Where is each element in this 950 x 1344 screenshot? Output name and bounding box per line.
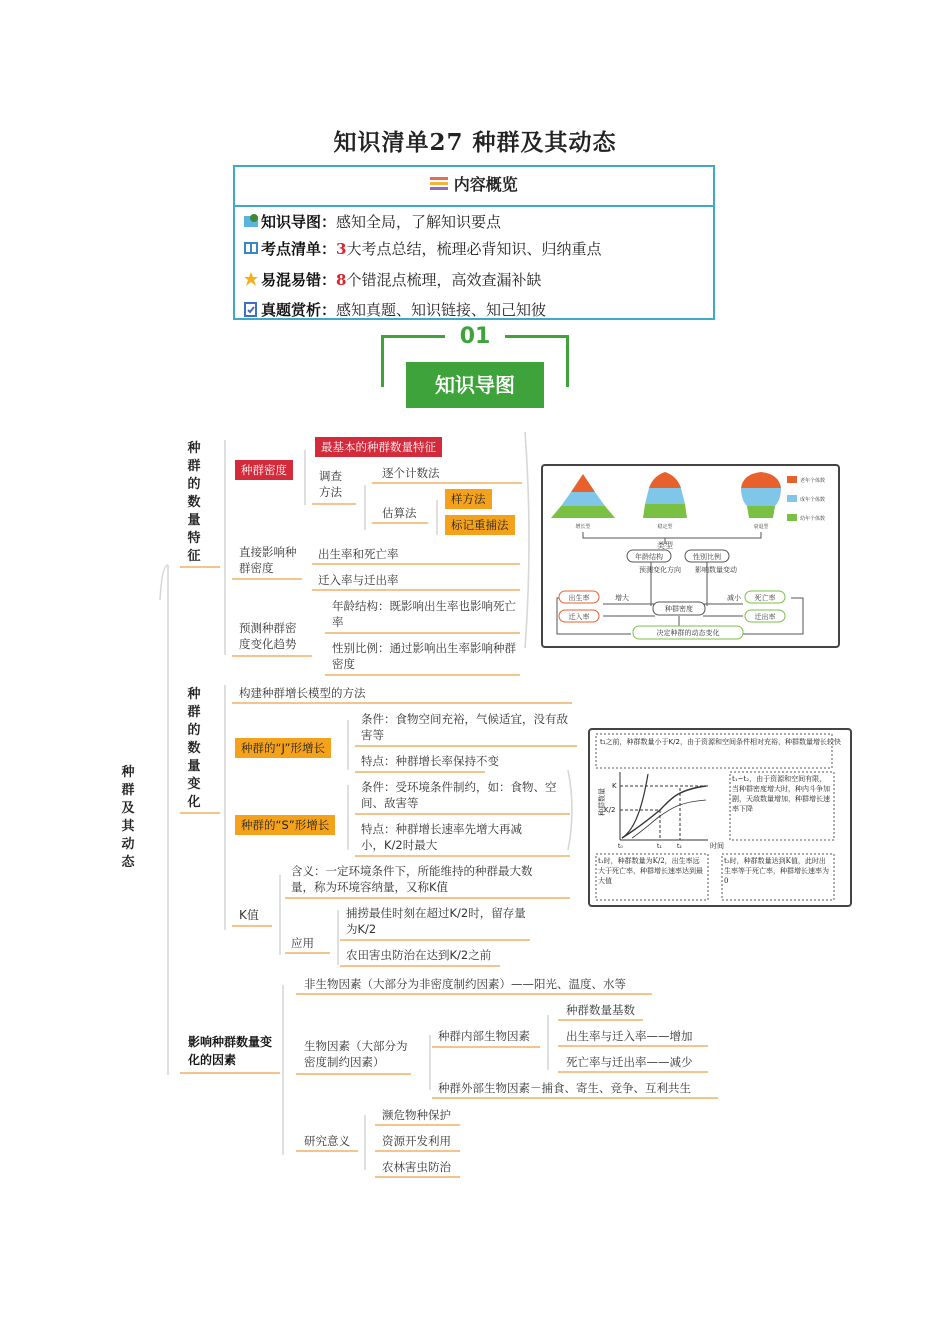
underline <box>312 503 356 505</box>
node-quadrat-method: 样方法 <box>445 489 492 509</box>
node-birth-death: 出生率和死亡率 <box>318 547 399 561</box>
node-mark-recapture: 标记重捕法 <box>445 515 515 535</box>
underline <box>180 1072 280 1074</box>
pyramid-stable-label: 稳定型 <box>657 524 673 530</box>
node-count-method: 逐个计数法 <box>382 466 440 480</box>
node-endangered: 濒危物种保护 <box>382 1108 451 1122</box>
node-density: 种群密度 <box>235 460 293 480</box>
y-axis-label: 种群数量 <box>598 788 606 816</box>
note-t2: t₂时，种群数量达到K值，此时出生率等于死亡率，种群增长速率为0 <box>724 857 829 885</box>
underline <box>432 1097 718 1099</box>
underline <box>355 855 570 857</box>
node-j-feature: 特点：种群增长率保持不变 <box>361 754 499 768</box>
node-biotic: 生物因素（大部分为密度制约因素） <box>304 1039 408 1069</box>
node-s-condition: 条件：受环境条件制约，如：食物、空间、敌害等 <box>361 780 557 810</box>
node-resource: 资源开发利用 <box>382 1134 451 1148</box>
node-direct-effect: 直接影响种群密度 <box>239 545 297 575</box>
underline <box>355 745 577 747</box>
underline <box>558 1045 708 1047</box>
underline <box>296 993 652 995</box>
density-label: 种群密度 <box>665 605 693 613</box>
underline <box>340 939 530 941</box>
underline <box>355 771 485 773</box>
node-decrease: 死亡率与迁出率——减少 <box>566 1055 693 1069</box>
node-increase: 出生率与迁入率——增加 <box>566 1029 693 1043</box>
underline <box>375 1124 460 1126</box>
branch-quantity-change: 种群的数量变化 <box>187 687 201 810</box>
predict-direction-label: 预测变化方向 <box>639 566 681 574</box>
underline <box>325 632 520 634</box>
pyramid-decline-label: 衰退型 <box>753 524 769 530</box>
overview-row-star: 易混易错：8个错混点梳理，高效查漏补缺 <box>243 269 541 290</box>
branch-quantity-features: 种群的数量特征 <box>187 441 201 564</box>
underline <box>312 563 520 565</box>
node-s-growth: 种群的“S”形增长 <box>235 815 335 835</box>
birth-rate-label: 出生率 <box>568 594 590 602</box>
node-apply-fishing: 捕捞最佳时刻在超过K/2时，留存量为K/2 <box>346 906 526 936</box>
figure-age-structure <box>541 464 840 648</box>
underline <box>355 813 570 815</box>
k2-tick: K/2 <box>604 806 616 814</box>
s-curve-diagram <box>590 730 850 905</box>
branch-influence-factors: 影响种群数量变化的因素 <box>188 1035 273 1067</box>
underline <box>180 812 220 814</box>
node-basic-feature: 最基本的种群数量特征 <box>315 437 442 457</box>
node-age-structure: 年龄结构：既影响出生率也影响死亡率 <box>332 599 516 629</box>
pyramid-stable <box>643 472 687 518</box>
underline <box>558 1071 708 1073</box>
underline <box>375 1150 460 1152</box>
age-structure-label: 年龄结构 <box>635 553 663 561</box>
node-sex-ratio: 性别比例：通过影响出生率影响种群密度 <box>332 641 516 671</box>
legend-young: 幼年个体数 <box>800 516 826 522</box>
node-external-factors: 种群外部生物因素－捕食、寄生、竞争、互利共生 <box>438 1081 691 1095</box>
legend-swatch-adult <box>787 495 797 502</box>
pyramid-growth-label: 增长型 <box>575 524 591 530</box>
legend-swatch-old <box>787 476 797 483</box>
node-abiotic: 非生物因素（大部分为非密度制约因素）——阳光、温度、水等 <box>304 977 626 991</box>
node-application: 应用 <box>291 936 314 950</box>
node-predict-trend: 预测种群密度变化趋势 <box>239 621 297 651</box>
figure-s-curve <box>588 728 852 907</box>
x-axis-label: 时间 <box>710 842 724 850</box>
underline <box>232 702 572 704</box>
t1-tick: t₁ <box>657 843 662 850</box>
underline <box>432 1046 540 1048</box>
section-banner: 知识导图 <box>406 362 544 408</box>
node-k-definition: 含义：一定环境条件下，所能维持的种群最大数量，称为环境容纳量，又称K值 <box>291 864 533 894</box>
node-apply-pest: 农田害虫防治在达到K/2之前 <box>346 948 492 962</box>
legend-old: 老年个体数 <box>800 478 826 484</box>
legend-adult: 成年个体数 <box>800 497 826 503</box>
node-j-growth: 种群的“J”形增长 <box>235 738 331 758</box>
mindmap-root: 种群及其动态 <box>121 765 135 870</box>
age-structure-diagram <box>543 466 838 646</box>
pyramid-growth <box>551 474 615 518</box>
underline <box>180 566 220 568</box>
overview-header-label: 内容概览 <box>453 175 518 194</box>
emigration-label: 迁出率 <box>754 613 776 621</box>
overview-row-clipboard: 真题赏析：感知真题、知识链接、知己知彼 <box>243 299 546 320</box>
underline <box>325 674 520 676</box>
underline <box>285 952 330 954</box>
legend-swatch-young <box>787 514 797 521</box>
section-number: 01 <box>445 324 505 349</box>
underline <box>375 1176 460 1178</box>
node-in-out: 迁入率与迁出率 <box>318 573 399 587</box>
underline <box>558 1019 643 1021</box>
node-internal-factors: 种群内部生物因素 <box>438 1029 530 1043</box>
k-tick: K <box>612 782 617 790</box>
underline <box>232 925 272 927</box>
underline <box>232 578 302 580</box>
t2-tick: t₂ <box>677 843 682 850</box>
note-t1: t₁时，种群数量为K/2，出生率远大于死亡率，种群增长速率达到最大值 <box>598 857 703 885</box>
affect-change-label: 影响数量变动 <box>695 566 737 574</box>
node-estimate-method: 估算法 <box>382 506 417 520</box>
underline <box>296 1150 358 1152</box>
underline <box>340 965 500 967</box>
sex-ratio-label: 性别比例 <box>693 553 721 561</box>
node-model-method: 构建种群增长模型的方法 <box>239 686 366 700</box>
note-t1-t2: t₁~t₂，由于资源和空间有限，当种群密度增大时，种内斗争加剧，天敌数量增加，种群增长速率下降 <box>732 775 830 813</box>
overview-row-book: 考点清单：3大考点总结，梳理必背知识、归纳重点 <box>243 238 601 259</box>
t0-tick: t₀ <box>618 843 623 850</box>
node-survey-method: 调查方法 <box>319 469 342 499</box>
decrease-label: 减小 <box>727 594 741 602</box>
immigration-label: 迁入率 <box>568 613 590 621</box>
page-title: 知识清单27 种群及其动态 <box>333 129 617 156</box>
type-label: 类型 <box>657 541 673 550</box>
node-base-number: 种群数量基数 <box>566 1003 635 1017</box>
underline <box>285 897 570 899</box>
underline <box>296 1073 411 1075</box>
node-k-value: K值 <box>239 908 259 922</box>
underline <box>372 522 428 524</box>
death-rate-label: 死亡率 <box>754 594 776 602</box>
increase-label: 增大 <box>615 594 629 602</box>
decide-label: 决定种群的动态变化 <box>656 629 720 637</box>
underline <box>312 589 520 591</box>
node-s-feature: 特点：种群增长速率先增大再减小，K/2时最大 <box>361 822 522 852</box>
underline <box>232 655 312 657</box>
node-research-meaning: 研究意义 <box>304 1134 350 1148</box>
node-j-condition: 条件：食物空间充裕，气候适宜，没有敌害等 <box>361 712 568 742</box>
node-pest-control: 农林害虫防治 <box>382 1160 451 1174</box>
note-t1-before: t₁之前，种群数量小于K/2，由于资源和空间条件相对充裕，种群数量增长较快 <box>600 738 841 746</box>
overview-row-map: 知识导图：感知全局，了解知识要点 <box>243 211 501 232</box>
pyramid-decline <box>741 472 781 518</box>
underline <box>372 482 522 484</box>
